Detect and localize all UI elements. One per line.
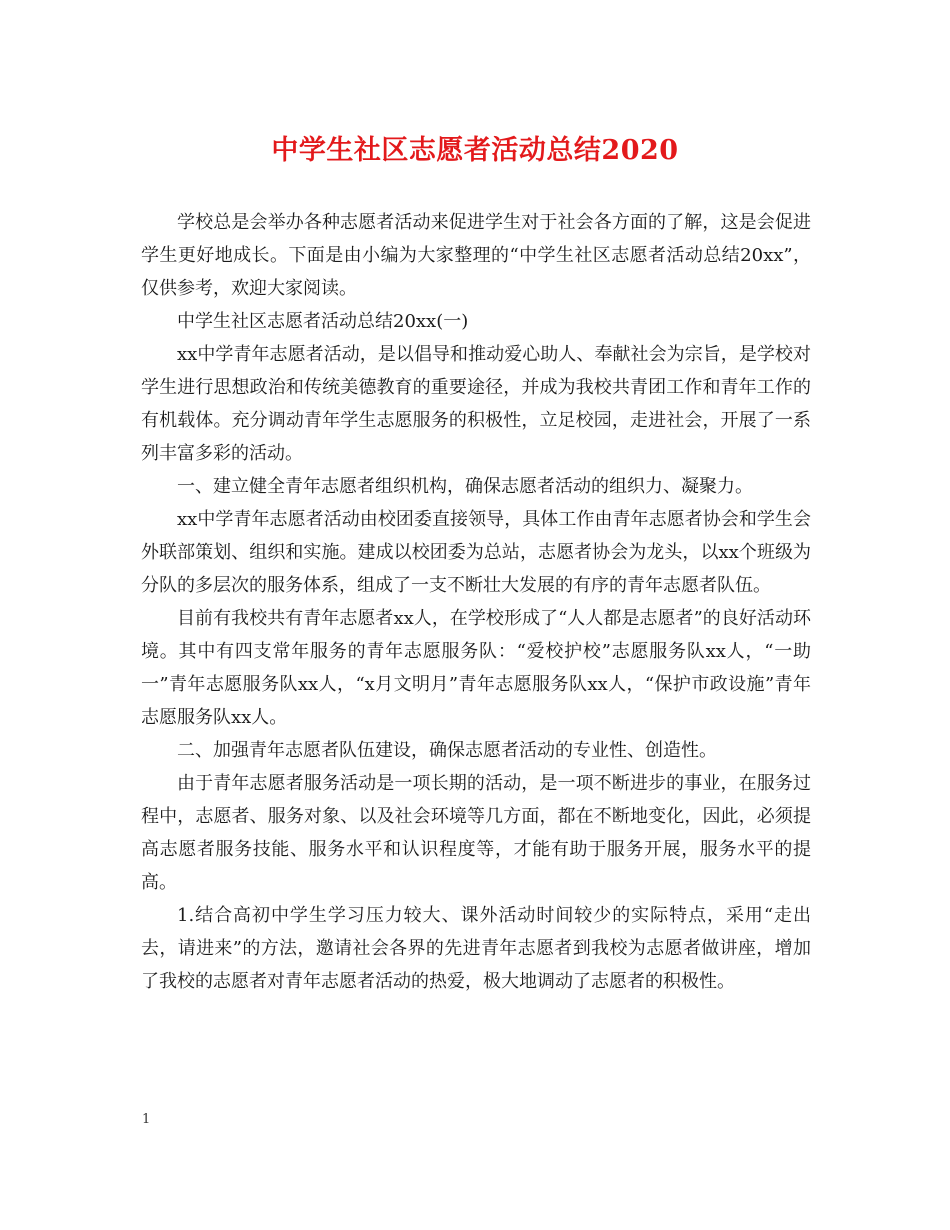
- body-paragraph: xx中学青年志愿者活动，是以倡导和推动爱心助人、奉献社会为宗旨，是学校对学生进行思想政治和传统美德教育的重要途径，并成为我校共青团工作和青年工作的有机载体。充分调动青年学生志愿服务的积极性，立足校园，走进社会，开展了一系列丰富多彩的活动。: [141, 344, 811, 464]
- document-title: 中学生社区志愿者活动总结2020: [271, 135, 679, 166]
- section-heading-part-one: 中学生社区志愿者活动总结20xx(一): [177, 311, 469, 332]
- subheading-one: 一、建立健全青年志愿者组织机构，确保志愿者活动的组织力、凝聚力。: [177, 476, 753, 497]
- numbered-paragraph: 1.结合高初中学生学习压力较大、课外活动时间较少的实际特点，采用“走出去，请进来”的方法，邀请社会各界的先进青年志愿者到我校为志愿者做讲座，增加了我校的志愿者对青年志愿者活动的热爱，极大地调动了志愿者的积极性。: [141, 905, 811, 992]
- document-body: [141, 206, 811, 998]
- subheading-two: 二、加强青年志愿者队伍建设，确保志愿者活动的专业性、创造性。: [177, 740, 717, 761]
- intro-paragraph: 学校总是会举办各种志愿者活动来促进学生对于社会各方面的了解，这是会促进学生更好地成长。下面是由小编为大家整理的“中学生社区志愿者活动总结20xx”，仅供参考，欢迎大家阅读。: [141, 212, 811, 299]
- body-paragraph: 由于青年志愿者服务活动是一项长期的活动，是一项不断进步的事业，在服务过程中，志愿者、服务对象、以及社会环境等几方面，都在不断地变化，因此，必须提高志愿者服务技能、服务水平和认识程度等，才能有助于服务开展，服务水平的提高。: [141, 773, 811, 893]
- page-number: 1: [142, 1112, 151, 1127]
- body-paragraph: xx中学青年志愿者活动由校团委直接领导，具体工作由青年志愿者协会和学生会外联部策划、组织和实施。建成以校团委为总站，志愿者协会为龙头，以xx个班级为分队的多层次的服务体系，组成了一支不断壮大发展的有序的青年志愿者队伍。: [141, 509, 811, 596]
- body-paragraph: 目前有我校共有青年志愿者xx人，在学校形成了“人人都是志愿者”的良好活动环境。其中有四支常年服务的青年志愿服务队：“爱校护校”志愿服务队xx人，“一助一”青年志愿服务队xx人，“x月文明月”青年志愿服务队xx人，“保护市政设施”青年志愿服务队xx人。: [141, 608, 811, 728]
